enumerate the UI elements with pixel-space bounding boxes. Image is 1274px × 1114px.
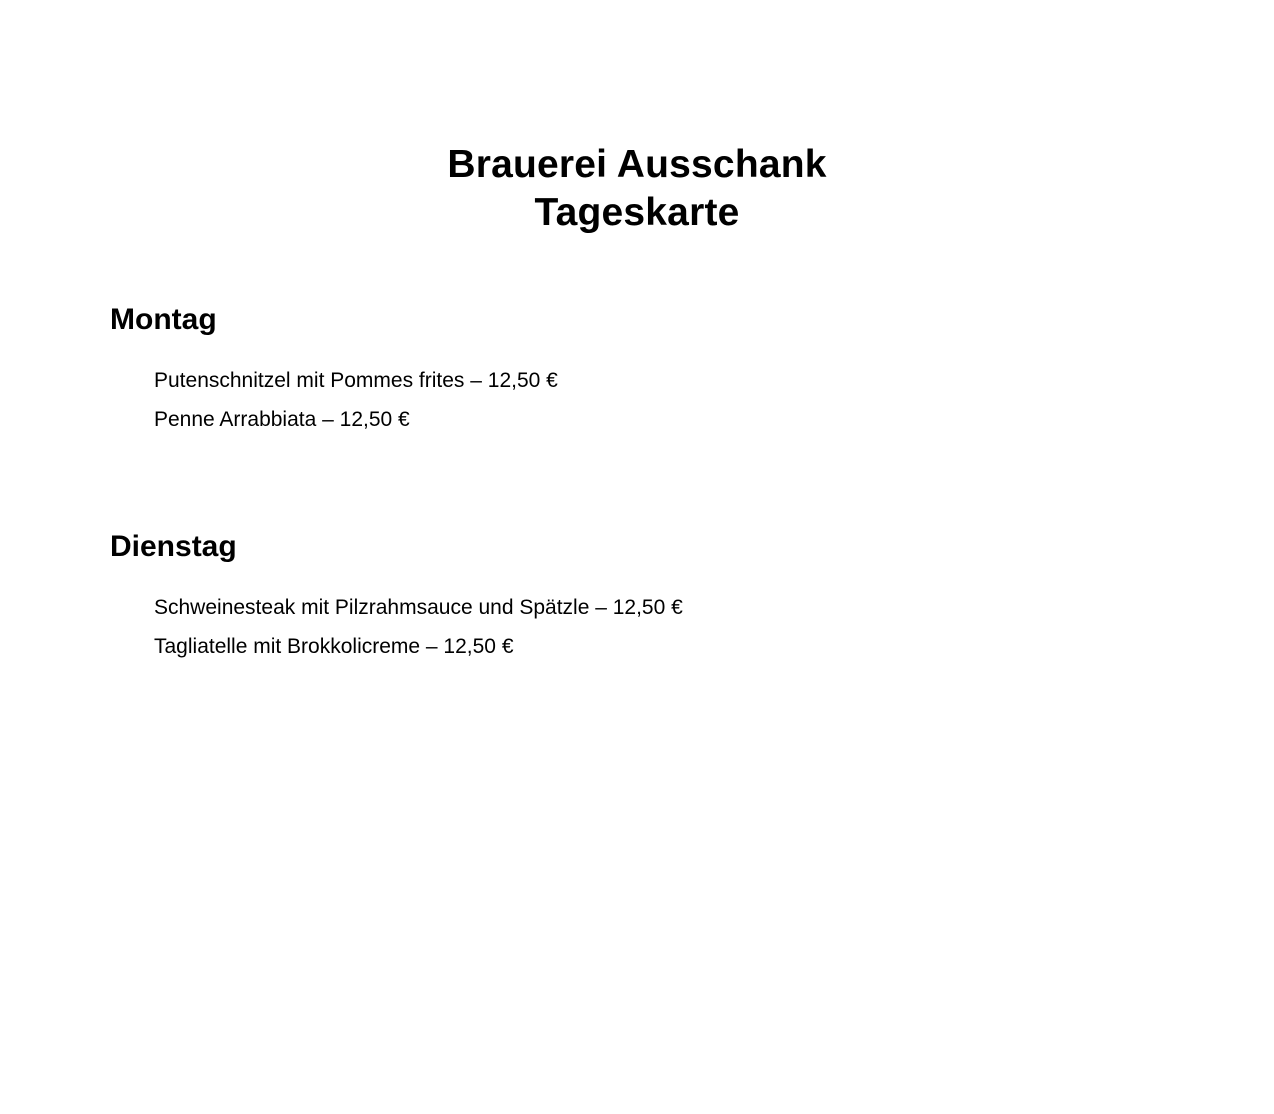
day-section-montag [110,301,558,439]
dish-item: Putenschnitzel mit Pommes frites – 12,50 € [154,369,558,392]
dish-item: Tagliatelle mit Brokkolicreme – 12,50 € [154,635,514,658]
dish-item: Penne Arrabbiata – 12,50 € [154,408,410,431]
day-heading: Dienstag [110,530,237,563]
menu-subtitle: Tageskarte [534,191,740,234]
dish-item: Schweinesteak mit Pilzrahmsauce und Spätzle – 12,50 € [154,596,683,619]
dish-list [154,588,683,666]
restaurant-name: Brauerei Ausschank [447,143,827,186]
day-section-dienstag [110,528,683,666]
dish-list [154,361,558,439]
menu-title [0,141,1274,237]
day-heading: Montag [110,303,217,336]
